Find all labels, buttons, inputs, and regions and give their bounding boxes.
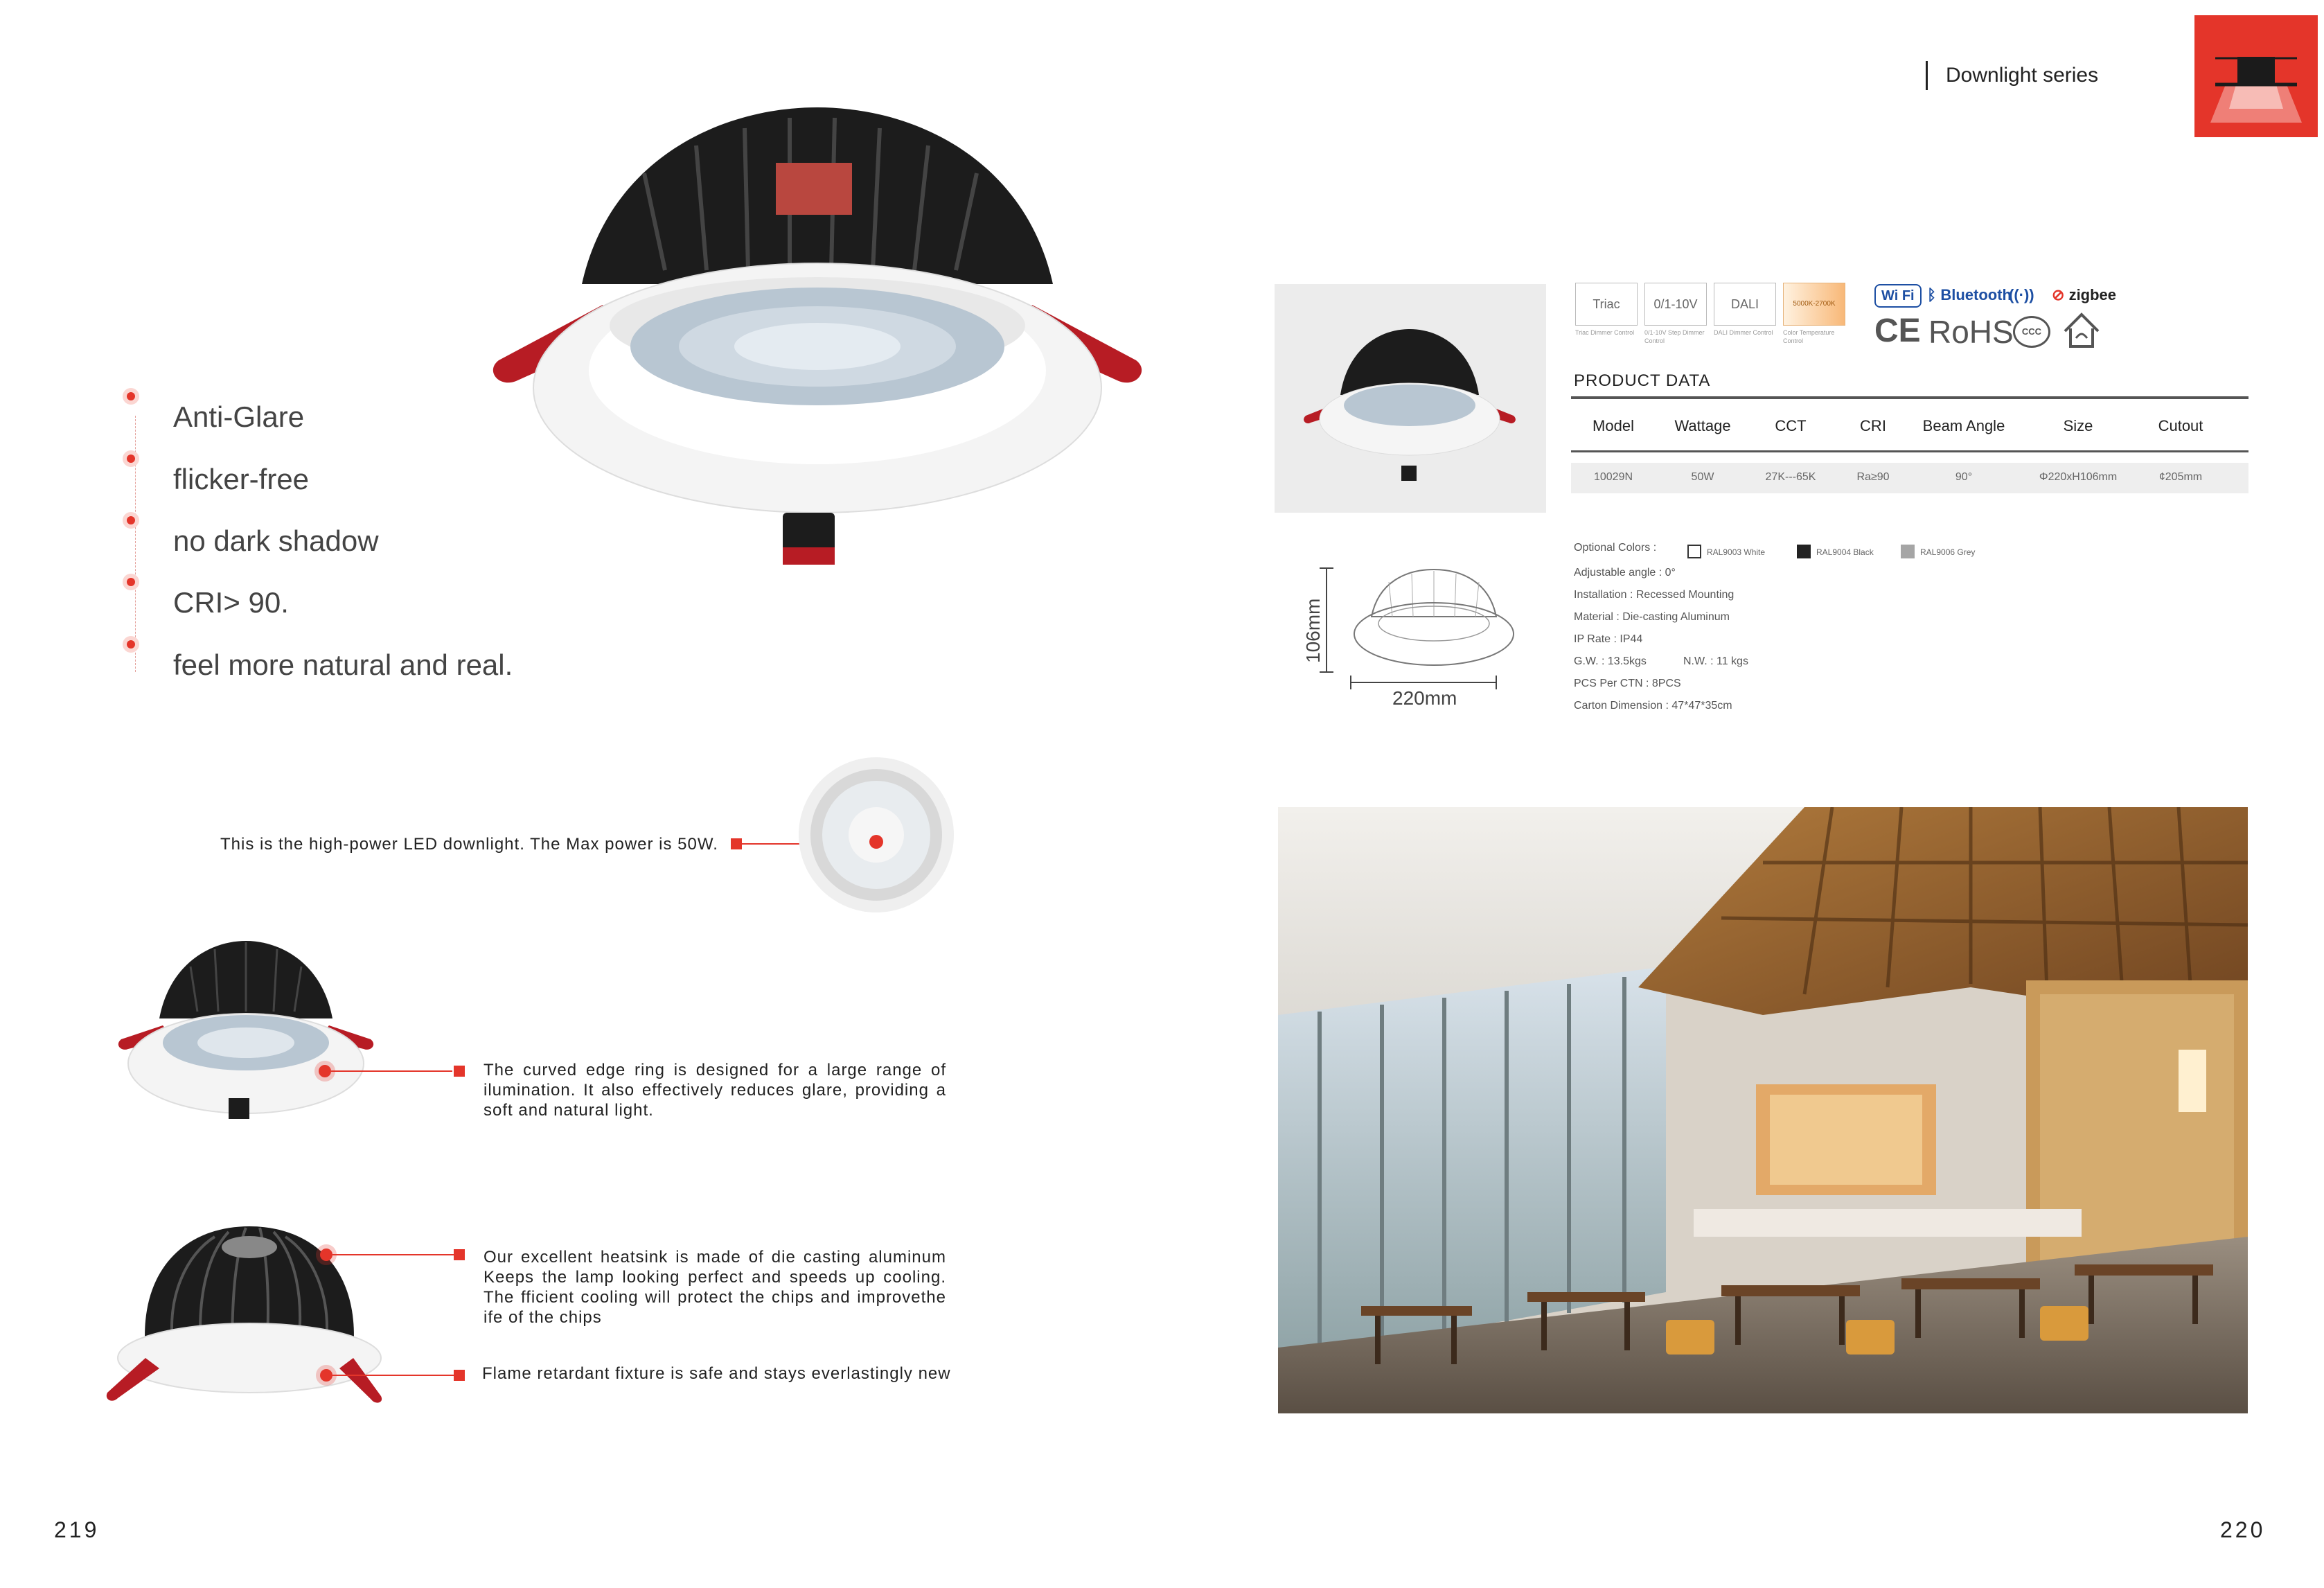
color-swatch-grey xyxy=(1901,545,1915,558)
series-badge xyxy=(2194,15,2318,137)
spec-gross-weight: G.W. : 13.5kgs xyxy=(1574,655,1647,667)
spec-material: Material : Die-casting Aluminum xyxy=(1574,611,1730,623)
callout-point xyxy=(320,1249,332,1261)
page-number-left: 219 xyxy=(54,1517,100,1542)
spec-carton-dimension: Carton Dimension : 47*47*35cm xyxy=(1574,700,1732,712)
bullet-icon xyxy=(123,636,139,653)
spec-pcs-per-carton: PCS Per CTN : 8PCS xyxy=(1574,678,1681,689)
color-label-white: RAL9003 White xyxy=(1707,547,1766,557)
bullet-icon xyxy=(123,574,139,590)
dali-control-box: DALI xyxy=(1714,283,1776,326)
table-header-model: Model xyxy=(1593,417,1634,434)
table-header-beam-angle: Beam Angle xyxy=(1922,417,2005,434)
table-top-rule xyxy=(1571,396,2248,399)
page-number-right: 220 xyxy=(2220,1517,2266,1542)
downlight-badge-icon xyxy=(2194,15,2318,137)
table-header-size: Size xyxy=(2063,417,2093,434)
table-header-cutout: Cutout xyxy=(2158,417,2203,434)
dali-control-caption: DALI Dimmer Control xyxy=(1714,329,1773,336)
optional-colors-label: Optional Colors : xyxy=(1574,542,1657,554)
callout-line xyxy=(331,1070,452,1072)
ccc-mark-icon: CCC xyxy=(2013,316,2050,348)
zigbee-icon: ⊘ zigbee xyxy=(2052,286,2117,303)
table-header-cri: CRI xyxy=(1860,417,1886,434)
table-header-rule xyxy=(1571,450,2248,452)
callout-marker xyxy=(454,1249,465,1260)
product-data-title: PRODUCT DATA xyxy=(1574,371,1711,390)
dim-0-10v-control-caption: 0/1-10V Step Dimmer Control xyxy=(1644,329,1705,344)
table-cell-beam-angle: 90° xyxy=(1955,471,1973,483)
color-swatch-white xyxy=(1687,545,1701,558)
width-dimension: 220mm xyxy=(1392,687,1457,709)
spec-installation: Installation : Recessed Mounting xyxy=(1574,589,1735,601)
cct-control-caption: Color Temperature Control xyxy=(1783,329,1835,344)
callout-marker xyxy=(454,1370,465,1381)
callout-line xyxy=(332,1254,454,1255)
bullet-icon xyxy=(123,512,139,529)
cct-control-box: 5000K-2700K xyxy=(1783,283,1845,326)
bullet-icon xyxy=(123,450,139,467)
heatsink-image xyxy=(104,1219,395,1406)
callout-point xyxy=(320,1369,332,1382)
smart-home-icon xyxy=(2061,310,2102,349)
color-swatch-black xyxy=(1797,545,1811,558)
bullet-icon xyxy=(123,388,139,405)
table-cell-model: 10029N xyxy=(1593,471,1633,483)
triac-control-caption: Triac Dimmer Control xyxy=(1575,329,1635,336)
flame-callout-text: Flame retardant fixture is safe and stays everlastingly new xyxy=(482,1364,951,1383)
product-photo-image xyxy=(1275,284,1546,513)
rf-signal-icon: ((·)) xyxy=(2009,286,2034,303)
ce-mark-icon: CE xyxy=(1874,312,1921,349)
hero-downlight-image xyxy=(485,97,1164,582)
table-header-cct: CCT xyxy=(1775,417,1807,434)
downlight-side-image xyxy=(114,935,378,1122)
product-photo xyxy=(1275,284,1546,513)
table-header-wattage: Wattage xyxy=(1674,417,1731,434)
spec-net-weight: N.W. : 11 kgs xyxy=(1683,655,1748,667)
series-title: Downlight series xyxy=(1926,61,2098,90)
power-callout-text: This is the high-power LED downlight. The Max power is 50W. xyxy=(220,835,718,854)
height-dimension: 106mm xyxy=(1302,598,1324,663)
heatsink-callout-text: Our excellent heatsink is made of die casting aluminum Keeps the lamp looking perfect and speeds up cooling. The fficient cooling will protect the chips and improvethe ife of the chips xyxy=(484,1248,946,1327)
callout-point xyxy=(319,1065,331,1077)
rohs-mark-icon: RoHS xyxy=(1928,314,2014,350)
color-label-grey: RAL9006 Grey xyxy=(1920,547,1976,557)
table-cell-cri: Ra≥90 xyxy=(1856,471,1890,483)
triac-control-box: Triac xyxy=(1575,283,1638,326)
callout-marker xyxy=(731,838,742,849)
restaurant-interior-photo xyxy=(1278,807,2248,1413)
edge-ring-callout-text: The curved edge ring is designed for a large range of ilumination. It also effectively reduces glare, providing a soft and natural light. xyxy=(484,1061,946,1120)
table-cell-size: Φ220xH106mm xyxy=(2039,471,2118,483)
spec-ip-rate: IP Rate : IP44 xyxy=(1574,633,1643,645)
spec-adjustable-angle: Adjustable angle : 0° xyxy=(1574,567,1676,579)
table-cell-cct: 27K---65K xyxy=(1765,471,1816,483)
led-chip-image xyxy=(797,755,956,915)
dim-0-10v-control-box: 0/1-10V xyxy=(1644,283,1707,326)
callout-line xyxy=(332,1375,454,1376)
bluetooth-icon: ᛒ Bluetooth xyxy=(1927,286,2012,303)
color-label-black: RAL9004 Black xyxy=(1816,547,1874,557)
wifi-icon: Wi Fi xyxy=(1874,284,1922,308)
table-cell-wattage: 50W xyxy=(1691,471,1714,483)
callout-marker xyxy=(454,1066,465,1077)
table-cell-cutout: ¢205mm xyxy=(2158,471,2203,483)
